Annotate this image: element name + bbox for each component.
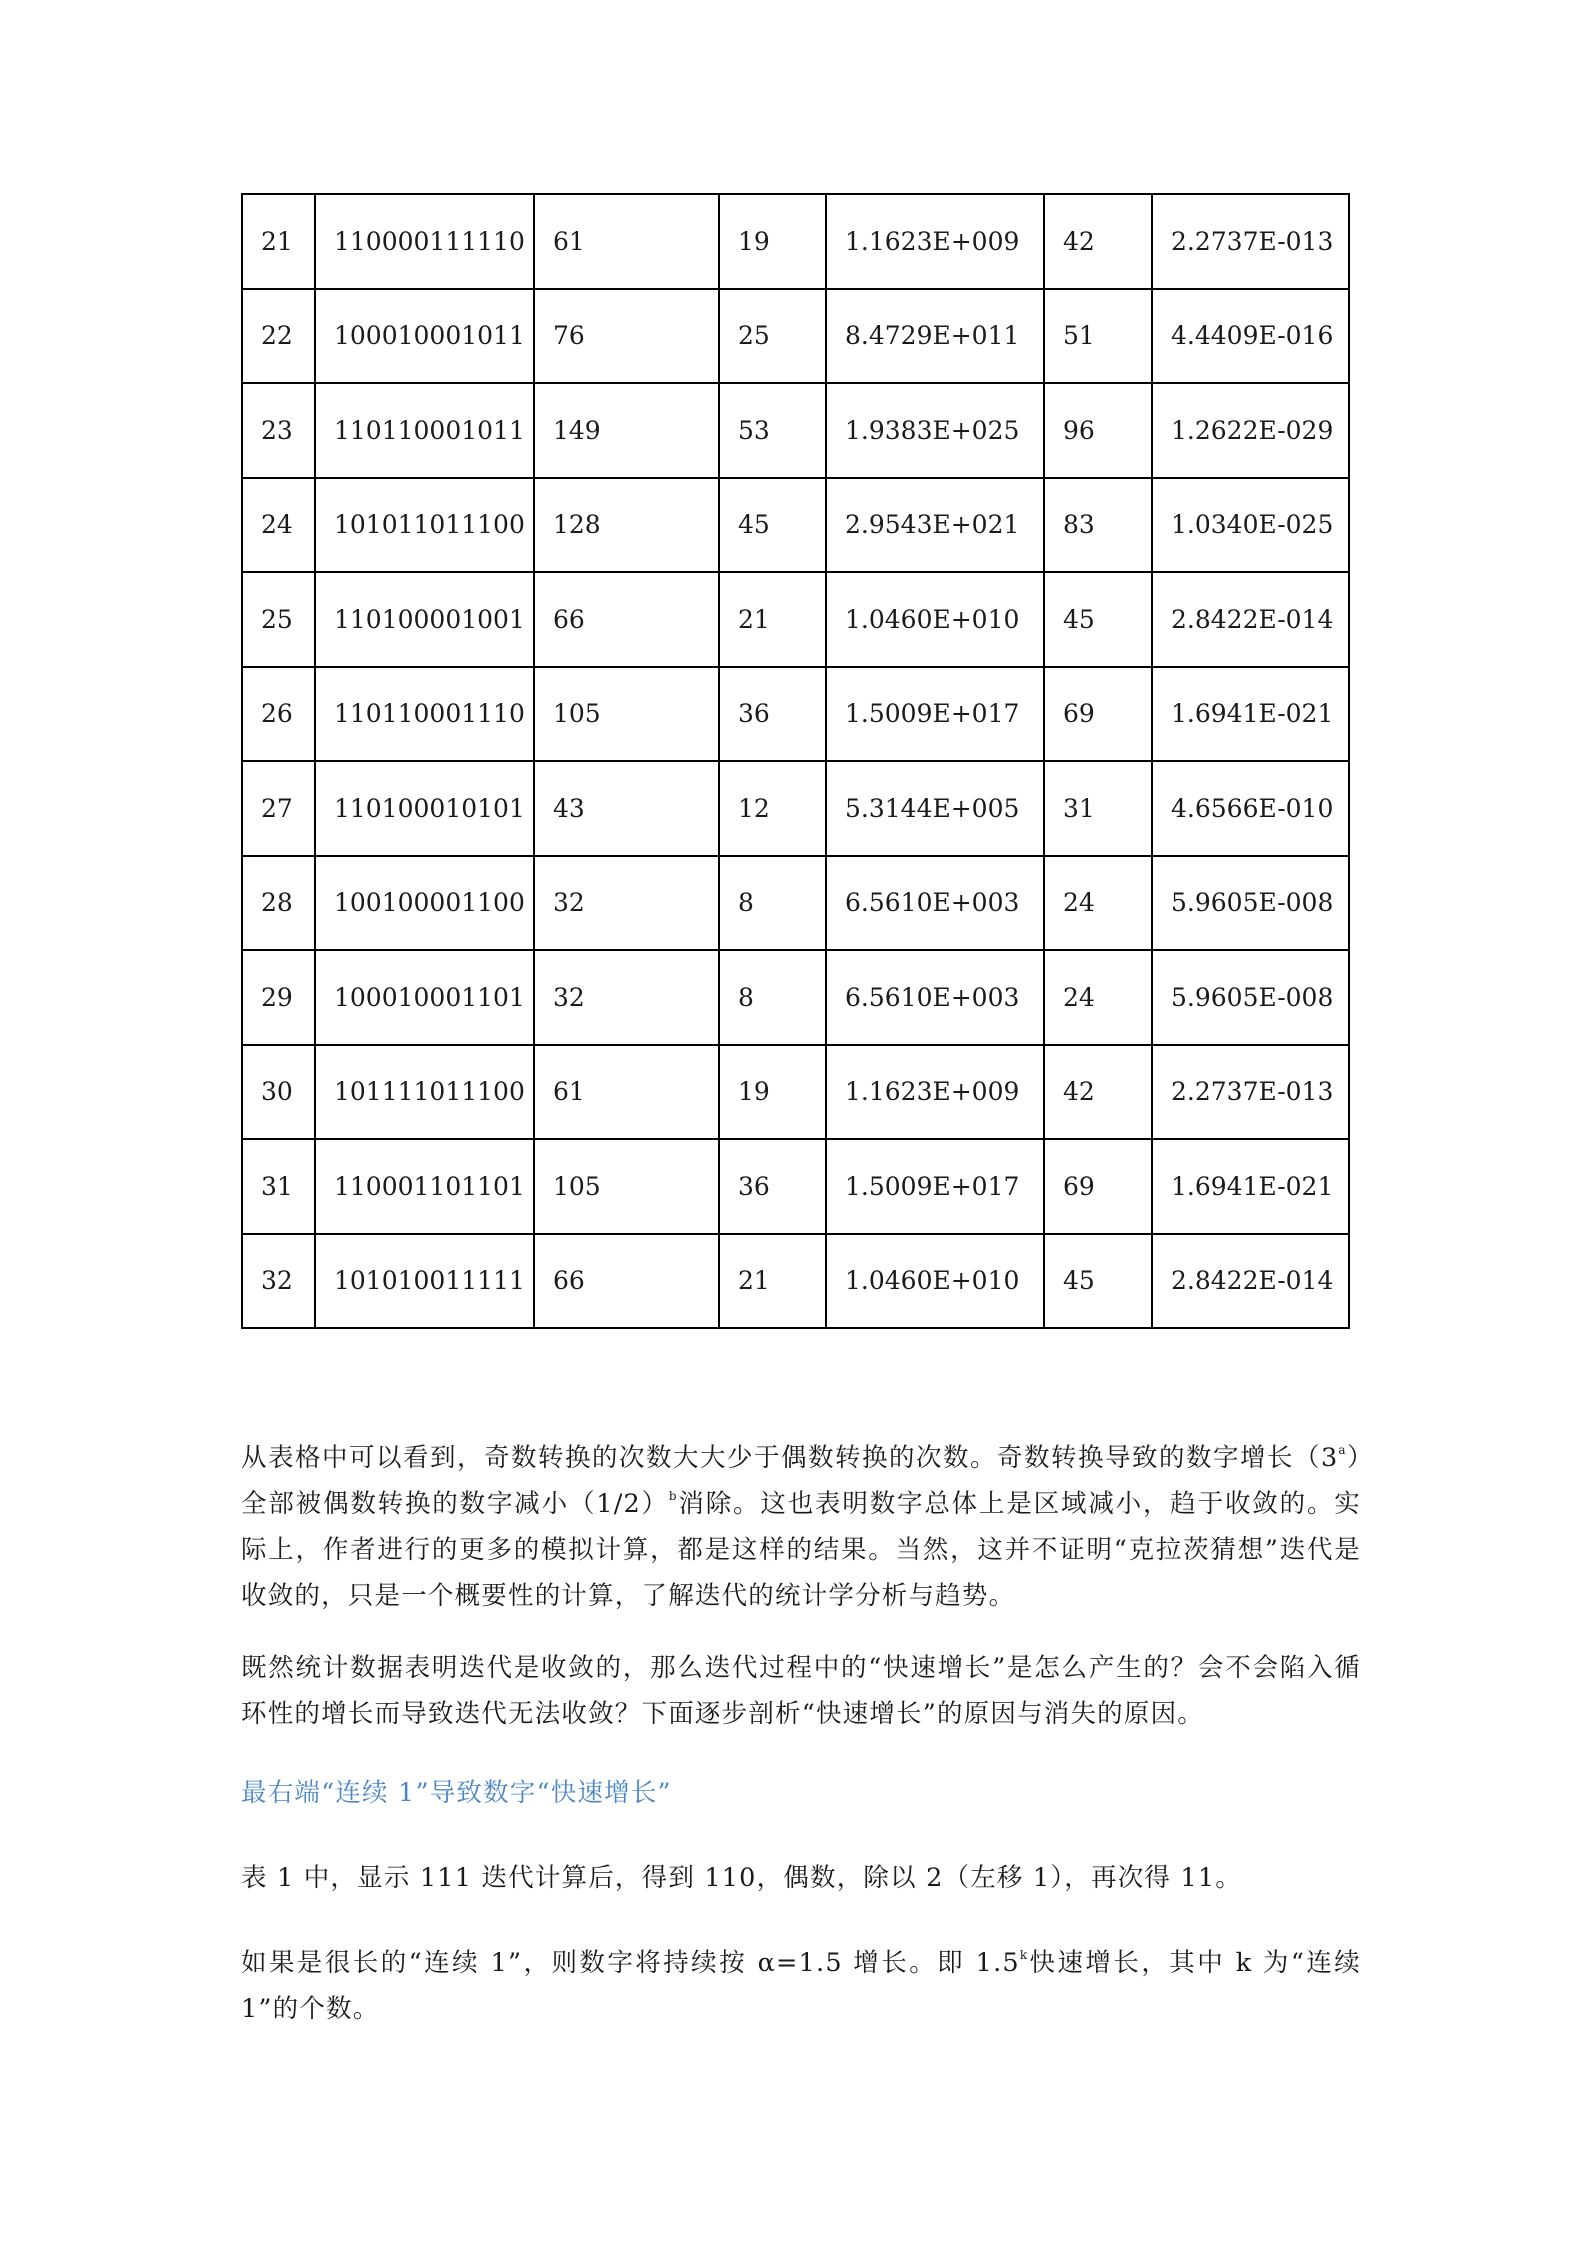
table-row (242, 1045, 1349, 1140)
table-cell: 22 (242, 289, 315, 384)
table-cell: 25 (242, 572, 315, 667)
table-cell: 101010011111 (315, 1234, 534, 1329)
table-row (242, 950, 1349, 1045)
table-cell: 30 (242, 1045, 315, 1140)
table-row (242, 383, 1349, 478)
paragraph-text: 如果是很长的“连续 1”，则数字将持续按 α=1.5 增长。即 1.5 (241, 1948, 1020, 1978)
table-row (242, 667, 1349, 762)
exponent-k: k (1019, 1948, 1029, 1962)
table-cell: 5.9605E-008 (1152, 950, 1349, 1045)
table-cell: 5.3144E+005 (826, 761, 1044, 856)
table-cell: 110110001110 (315, 667, 534, 762)
table-cell: 1.0460E+010 (826, 572, 1044, 667)
table-cell: 1.0460E+010 (826, 1234, 1044, 1329)
table-cell: 45 (1044, 572, 1152, 667)
table-cell: 4.4409E-016 (1152, 289, 1349, 384)
table-cell: 66 (534, 572, 719, 667)
table-cell: 1.2622E-029 (1152, 383, 1349, 478)
table-cell: 61 (534, 1045, 719, 1140)
paragraph-question: 既然统计数据表明迭代是收敛的，那么迭代过程中的“快速增长”是怎么产生的？会不会陷入循环性的增长而导致迭代无法收敛？下面逐步剖析“快速增长”的原因与消失的原因。 (241, 1653, 1361, 1729)
table-cell: 100100001100 (315, 856, 534, 951)
table-cell: 61 (534, 194, 719, 289)
table-cell: 45 (1044, 1234, 1152, 1329)
table-cell: 25 (719, 289, 826, 384)
table-cell: 105 (534, 667, 719, 762)
table-cell: 83 (1044, 478, 1152, 573)
table-cell: 101011011100 (315, 478, 534, 573)
table-cell: 6.5610E+003 (826, 856, 1044, 951)
table-cell: 2.8422E-014 (1152, 572, 1349, 667)
table-cell: 100010001011 (315, 289, 534, 384)
table-cell: 149 (534, 383, 719, 478)
table-row (242, 1234, 1349, 1329)
paragraph-text: 消除。这也表明数字总体上是区域减小，趋于收敛的。实际上，作者进行的更多的模拟计算，都是这样的结果。当然，这并不证明“克拉茨猜想”迭代是收敛的，只是一个概要性的计算，了解迭代的统计学分析与趋势。 (241, 1489, 1361, 1611)
table-cell: 101111011100 (315, 1045, 534, 1140)
table-row (242, 1139, 1349, 1234)
table-cell: 36 (719, 1139, 826, 1234)
paragraph-table1-example: 表 1 中，显示 111 迭代计算后，得到 110，偶数，除以 2（左移 1），再次得 11。 (241, 1863, 1242, 1893)
table-cell: 51 (1044, 289, 1152, 384)
table-cell: 45 (719, 478, 826, 573)
table-cell: 26 (242, 667, 315, 762)
table-cell: 1.6941E-021 (1152, 667, 1349, 762)
table-cell: 6.5610E+003 (826, 950, 1044, 1045)
table-cell: 110100010101 (315, 761, 534, 856)
table-cell: 1.5009E+017 (826, 1139, 1044, 1234)
table-cell: 110001101101 (315, 1139, 534, 1234)
table-cell: 8 (719, 950, 826, 1045)
table-cell: 1.6941E-021 (1152, 1139, 1349, 1234)
table-cell: 69 (1044, 667, 1152, 762)
table-cell: 110100001001 (315, 572, 534, 667)
table-cell: 43 (534, 761, 719, 856)
table-cell: 42 (1044, 194, 1152, 289)
paragraph-text: 快速增长，其中 k 为“连续 1”的个数。 (241, 1948, 1361, 2024)
data-table (241, 193, 1350, 1329)
table-cell: 1.1623E+009 (826, 1045, 1044, 1140)
table-cell: 69 (1044, 1139, 1152, 1234)
paragraph-continuous-ones (241, 1940, 1361, 2032)
table-cell: 27 (242, 761, 315, 856)
table-cell: 21 (719, 572, 826, 667)
table-cell: 105 (534, 1139, 719, 1234)
table-cell: 4.6566E-010 (1152, 761, 1349, 856)
table-cell: 32 (534, 950, 719, 1045)
table-cell: 32 (534, 856, 719, 951)
table-cell: 36 (719, 667, 826, 762)
table-body (242, 194, 1349, 1328)
table-cell: 23 (242, 383, 315, 478)
table-cell: 53 (719, 383, 826, 478)
table-cell: 21 (242, 194, 315, 289)
table-cell: 100010001101 (315, 950, 534, 1045)
table-cell: 66 (534, 1234, 719, 1329)
exponent-a: a (1338, 1443, 1347, 1457)
table-cell: 2.2737E-013 (1152, 194, 1349, 289)
paragraph-table-analysis (241, 1435, 1361, 1619)
table-cell: 2.2737E-013 (1152, 1045, 1349, 1140)
table-cell: 110000111110 (315, 194, 534, 289)
table-cell: 1.0340E-025 (1152, 478, 1349, 573)
section-heading: 最右端“连续 1”导致数字“快速增长” (241, 1778, 672, 1808)
table-row (242, 761, 1349, 856)
table-cell: 29 (242, 950, 315, 1045)
table-cell: 24 (1044, 950, 1152, 1045)
table-cell: 8 (719, 856, 826, 951)
table-cell: 2.8422E-014 (1152, 1234, 1349, 1329)
table-cell: 5.9605E-008 (1152, 856, 1349, 951)
table-cell: 21 (719, 1234, 826, 1329)
table-row (242, 194, 1349, 289)
table-cell: 31 (242, 1139, 315, 1234)
paragraph-text: 从表格中可以看到，奇数转换的次数大大少于偶数转换的次数。奇数转换导致的数字增长（3 (241, 1443, 1339, 1473)
table-cell: 1.9383E+025 (826, 383, 1044, 478)
table-cell: 24 (1044, 856, 1152, 951)
table-cell: 76 (534, 289, 719, 384)
exponent-b: b (668, 1489, 678, 1503)
table-cell: 1.5009E+017 (826, 667, 1044, 762)
table-cell: 19 (719, 194, 826, 289)
table-cell: 96 (1044, 383, 1152, 478)
table-row (242, 572, 1349, 667)
table-cell: 32 (242, 1234, 315, 1329)
table-cell: 8.4729E+011 (826, 289, 1044, 384)
table-row (242, 289, 1349, 384)
table-cell: 128 (534, 478, 719, 573)
table-row (242, 856, 1349, 951)
table-cell: 1.1623E+009 (826, 194, 1044, 289)
table-row (242, 478, 1349, 573)
table-cell: 19 (719, 1045, 826, 1140)
table-cell: 31 (1044, 761, 1152, 856)
table-cell: 28 (242, 856, 315, 951)
table-cell: 42 (1044, 1045, 1152, 1140)
table-cell: 24 (242, 478, 315, 573)
paragraph-text: ）全部被偶数转换的数字减小（1/2） (241, 1443, 1361, 1519)
table-cell: 110110001011 (315, 383, 534, 478)
table-cell: 2.9543E+021 (826, 478, 1044, 573)
table-cell: 12 (719, 761, 826, 856)
